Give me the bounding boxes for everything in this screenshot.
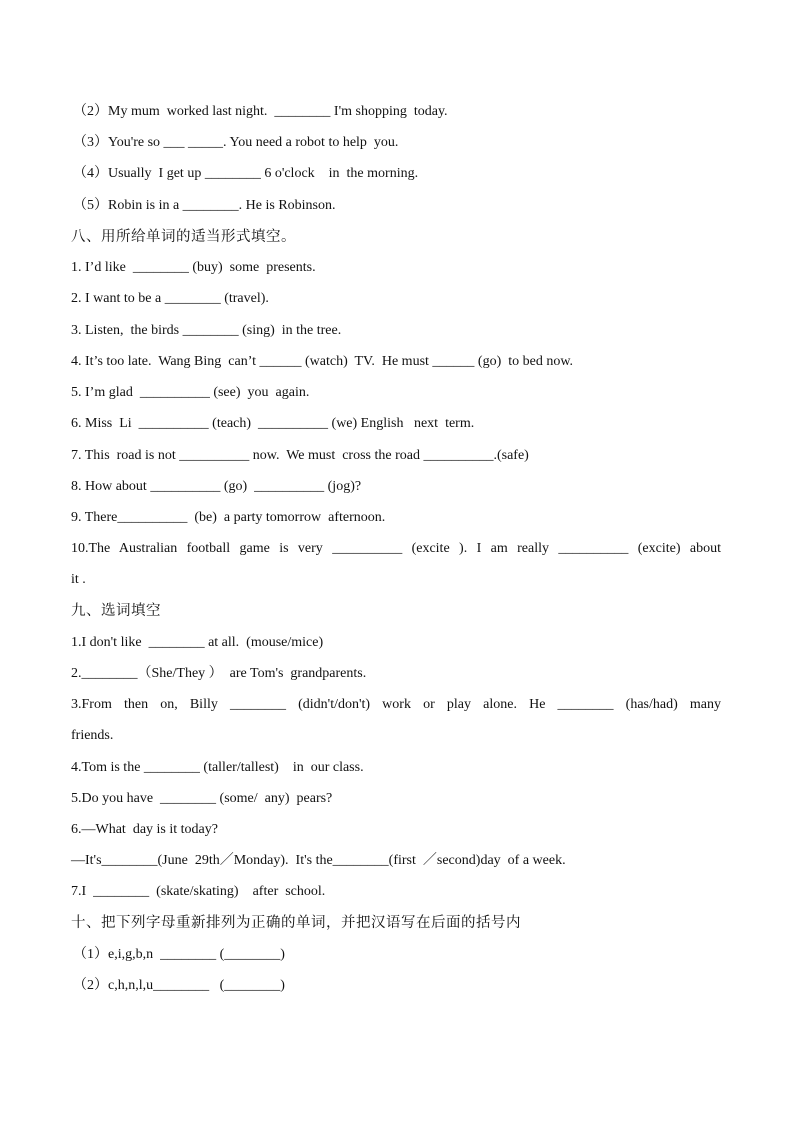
exercise-line: 3.From then on, Billy ________ (didn't/don't) work or play alone. He ________ (has/had) many xyxy=(71,697,721,712)
exercise-line: 3. Listen, the birds ________ (sing) in the tree. xyxy=(71,323,342,338)
exercise-line: 7. This road is not __________ now. We must cross the road __________.(safe) xyxy=(71,448,529,463)
exercise-line: （4）Usually I get up ________ 6 o'clock in the morning. xyxy=(73,166,419,181)
exercise-line: —It's________(June 29th／Monday). It's the________(first ／second)day of a week. xyxy=(71,853,566,868)
exercise-line: 1. I’d like ________ (buy) some presents. xyxy=(71,260,316,275)
exercise-line: 4.Tom is the ________ (taller/tallest) in our class. xyxy=(71,760,364,775)
exercise-line: 2.________（She/They ） are Tom's grandparents. xyxy=(71,666,367,681)
exercise-line: 9. There__________ (be) a party tomorrow afternoon. xyxy=(71,510,386,525)
exercise-line: 6. Miss Li __________ (teach) __________ (we) English next term. xyxy=(71,416,475,431)
exercise-line: （3）You're so ___ _____. You need a robot to help you. xyxy=(73,135,399,150)
exercise-line: （2）c,h,n,l,u________ (________) xyxy=(73,978,285,993)
exercise-line: friends. xyxy=(71,728,114,743)
exercise-line: 2. I want to be a ________ (travel). xyxy=(71,291,269,306)
exercise-line: 5. I’m glad __________ (see) you again. xyxy=(71,385,310,400)
exercise-line: 10.The Australian football game is very __________ (excite ). I am really __________ (excite) about xyxy=(71,541,721,556)
exercise-line: 7.I ________ (skate/skating) after school. xyxy=(71,884,326,899)
section-9-heading: 九、选词填空 xyxy=(71,603,161,619)
exercise-line: 1.I don't like ________ at all. (mouse/mice) xyxy=(71,635,324,650)
exercise-line: 8. How about __________ (go) __________ (jog)? xyxy=(71,479,362,494)
exercise-line: 4. It’s too late. Wang Bing can’t ______ (watch) TV. He must ______ (go) to bed now. xyxy=(71,354,574,369)
exercise-line: （5）Robin is in a ________. He is Robinson. xyxy=(73,198,336,213)
exercise-line: 6.—What day is it today? xyxy=(71,822,218,837)
exercise-line: （1）e,i,g,b,n ________ (________) xyxy=(73,947,285,962)
exercise-line: （2）My mum worked last night. ________ I'm shopping today. xyxy=(73,104,448,119)
exercise-line: it . xyxy=(71,572,86,587)
section-10-heading: 十、把下列字母重新排列为正确的单词，并把汉语写在后面的括号内 xyxy=(71,915,521,931)
section-8-heading: 八、用所给单词的适当形式填空。 xyxy=(71,229,296,245)
exercise-line: 5.Do you have ________ (some/ any) pears? xyxy=(71,791,333,806)
